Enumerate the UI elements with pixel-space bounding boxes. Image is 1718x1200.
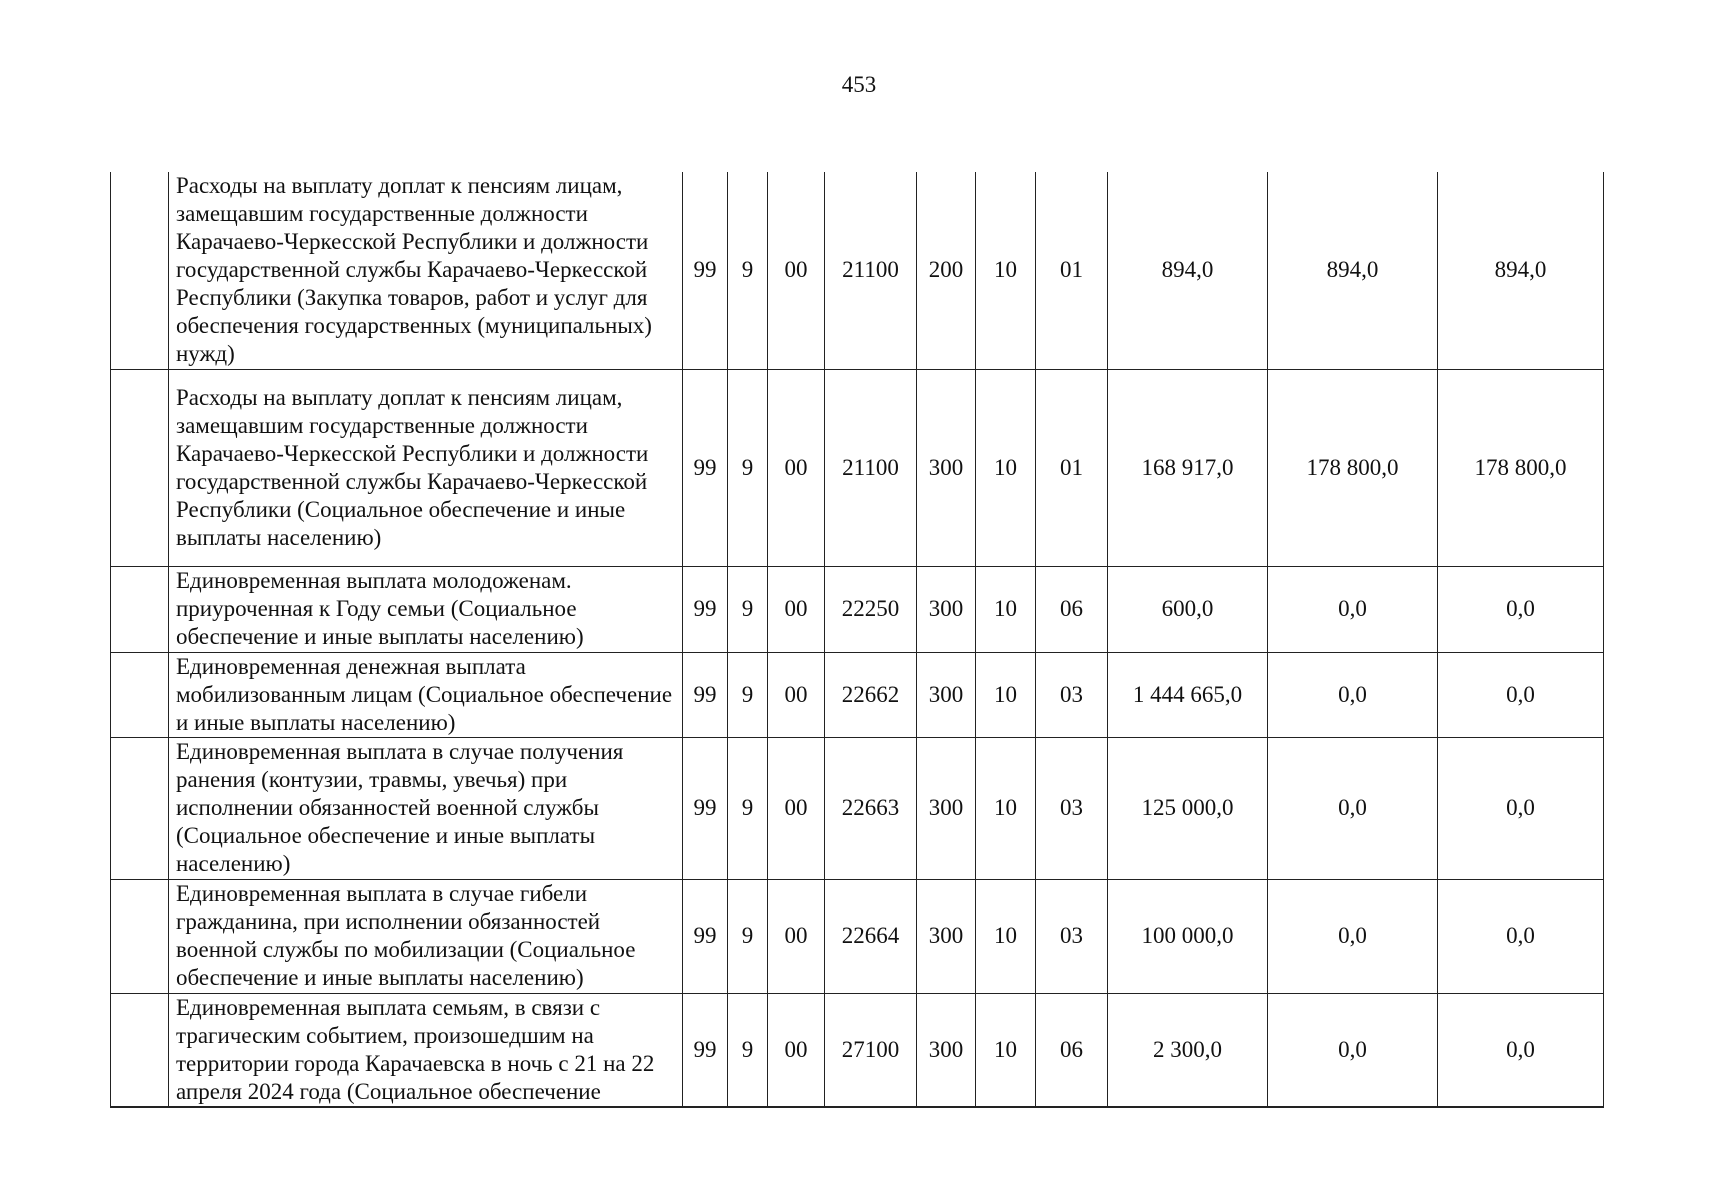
code-cell: 06 (1036, 993, 1108, 1107)
page-number: 453 (841, 72, 877, 97)
code-cell: 300 (917, 993, 976, 1107)
code-cell: 99 (683, 652, 728, 737)
code-cell: 9 (728, 566, 768, 652)
code-cell: 01 (1036, 369, 1108, 566)
row-index-cell (111, 879, 169, 993)
amount-cell: 0,0 (1438, 566, 1604, 652)
code-cell: 9 (728, 879, 768, 993)
amount-cell: 0,0 (1268, 993, 1438, 1107)
code-cell: 22250 (825, 566, 917, 652)
table-row (111, 737, 1604, 879)
code-cell: 10 (976, 993, 1036, 1107)
amount-cell: 1 444 665,0 (1108, 652, 1268, 737)
code-cell: 00 (768, 652, 825, 737)
amount-cell: 178 800,0 (1438, 369, 1604, 566)
row-description: Расходы на выплату доплат к пенсиям лицам, замещавшим государственные должности Карачаево-Черкесской Республики и должности государственной службы Карачаево-Черкесской Республики (Социальное обеспечение и иные выплаты населению) (169, 369, 683, 566)
code-cell: 27100 (825, 993, 917, 1107)
table-row (111, 172, 1604, 369)
amount-cell: 0,0 (1268, 879, 1438, 993)
budget-table (110, 172, 1604, 1108)
code-cell: 00 (768, 566, 825, 652)
table-row (111, 879, 1604, 993)
row-description: Расходы на выплату доплат к пенсиям лицам, замещавшим государственные должности Карачаево-Черкесской Республики и должности государственной службы Карачаево-Черкесской Республики (Закупка товаров, работ и услуг для обеспечения государственных (муниципальных) нужд) (169, 172, 683, 369)
code-cell: 99 (683, 737, 728, 879)
row-description: Единовременная выплата в случае гибели гражданина, при исполнении обязанностей военной службы по мобилизации (Социальное обеспечение и иные выплаты населению) (169, 879, 683, 993)
code-cell: 99 (683, 172, 728, 369)
amount-cell: 0,0 (1268, 566, 1438, 652)
code-cell: 03 (1036, 879, 1108, 993)
code-cell: 00 (768, 993, 825, 1107)
row-index-cell (111, 566, 169, 652)
row-index-cell (111, 737, 169, 879)
code-cell: 01 (1036, 172, 1108, 369)
table-row (111, 566, 1604, 652)
amount-cell: 100 000,0 (1108, 879, 1268, 993)
code-cell: 99 (683, 993, 728, 1107)
code-cell: 03 (1036, 652, 1108, 737)
code-cell: 99 (683, 369, 728, 566)
amount-cell: 168 917,0 (1108, 369, 1268, 566)
row-index-cell (111, 172, 169, 369)
code-cell: 99 (683, 566, 728, 652)
amount-cell: 894,0 (1268, 172, 1438, 369)
code-cell: 10 (976, 172, 1036, 369)
row-description: Единовременная выплата молодоженам. приуроченная к Году семьи (Социальное обеспечение и иные выплаты населению) (169, 566, 683, 652)
code-cell: 9 (728, 652, 768, 737)
row-index-cell (111, 652, 169, 737)
row-index-cell (111, 993, 169, 1107)
code-cell: 00 (768, 369, 825, 566)
code-cell: 10 (976, 652, 1036, 737)
amount-cell: 0,0 (1268, 737, 1438, 879)
row-index-cell (111, 369, 169, 566)
row-description: Единовременная денежная выплата мобилизованным лицам (Социальное обеспечение и иные выплаты населению) (169, 652, 683, 737)
amount-cell: 2 300,0 (1108, 993, 1268, 1107)
amount-cell: 600,0 (1108, 566, 1268, 652)
code-cell: 22662 (825, 652, 917, 737)
code-cell: 00 (768, 879, 825, 993)
amount-cell: 125 000,0 (1108, 737, 1268, 879)
code-cell: 00 (768, 737, 825, 879)
table-row (111, 652, 1604, 737)
table-row (111, 369, 1604, 566)
amount-cell: 0,0 (1438, 879, 1604, 993)
code-cell: 200 (917, 172, 976, 369)
amount-cell: 0,0 (1438, 993, 1604, 1107)
amount-cell: 0,0 (1438, 737, 1604, 879)
code-cell: 300 (917, 652, 976, 737)
row-description: Единовременная выплата семьям, в связи с трагическим событием, произошедшим на территории города Карачаевска в ночь с 21 на 22 апреля 2024 года (Социальное обеспечение (169, 993, 683, 1107)
amount-cell: 0,0 (1268, 652, 1438, 737)
code-cell: 06 (1036, 566, 1108, 652)
code-cell: 21100 (825, 369, 917, 566)
code-cell: 99 (683, 879, 728, 993)
code-cell: 10 (976, 566, 1036, 652)
amount-cell: 894,0 (1108, 172, 1268, 369)
code-cell: 21100 (825, 172, 917, 369)
table-row (111, 993, 1604, 1107)
code-cell: 9 (728, 172, 768, 369)
code-cell: 9 (728, 993, 768, 1107)
code-cell: 300 (917, 566, 976, 652)
code-cell: 9 (728, 737, 768, 879)
code-cell: 22663 (825, 737, 917, 879)
code-cell: 300 (917, 737, 976, 879)
code-cell: 300 (917, 879, 976, 993)
code-cell: 10 (976, 369, 1036, 566)
code-cell: 9 (728, 369, 768, 566)
amount-cell: 178 800,0 (1268, 369, 1438, 566)
amount-cell: 894,0 (1438, 172, 1604, 369)
code-cell: 03 (1036, 737, 1108, 879)
code-cell: 00 (768, 172, 825, 369)
amount-cell: 0,0 (1438, 652, 1604, 737)
code-cell: 10 (976, 737, 1036, 879)
code-cell: 10 (976, 879, 1036, 993)
row-description: Единовременная выплата в случае получения ранения (контузии, травмы, увечья) при исполнении обязанностей военной службы (Социальное обеспечение и иные выплаты населению) (169, 737, 683, 879)
code-cell: 22664 (825, 879, 917, 993)
code-cell: 300 (917, 369, 976, 566)
